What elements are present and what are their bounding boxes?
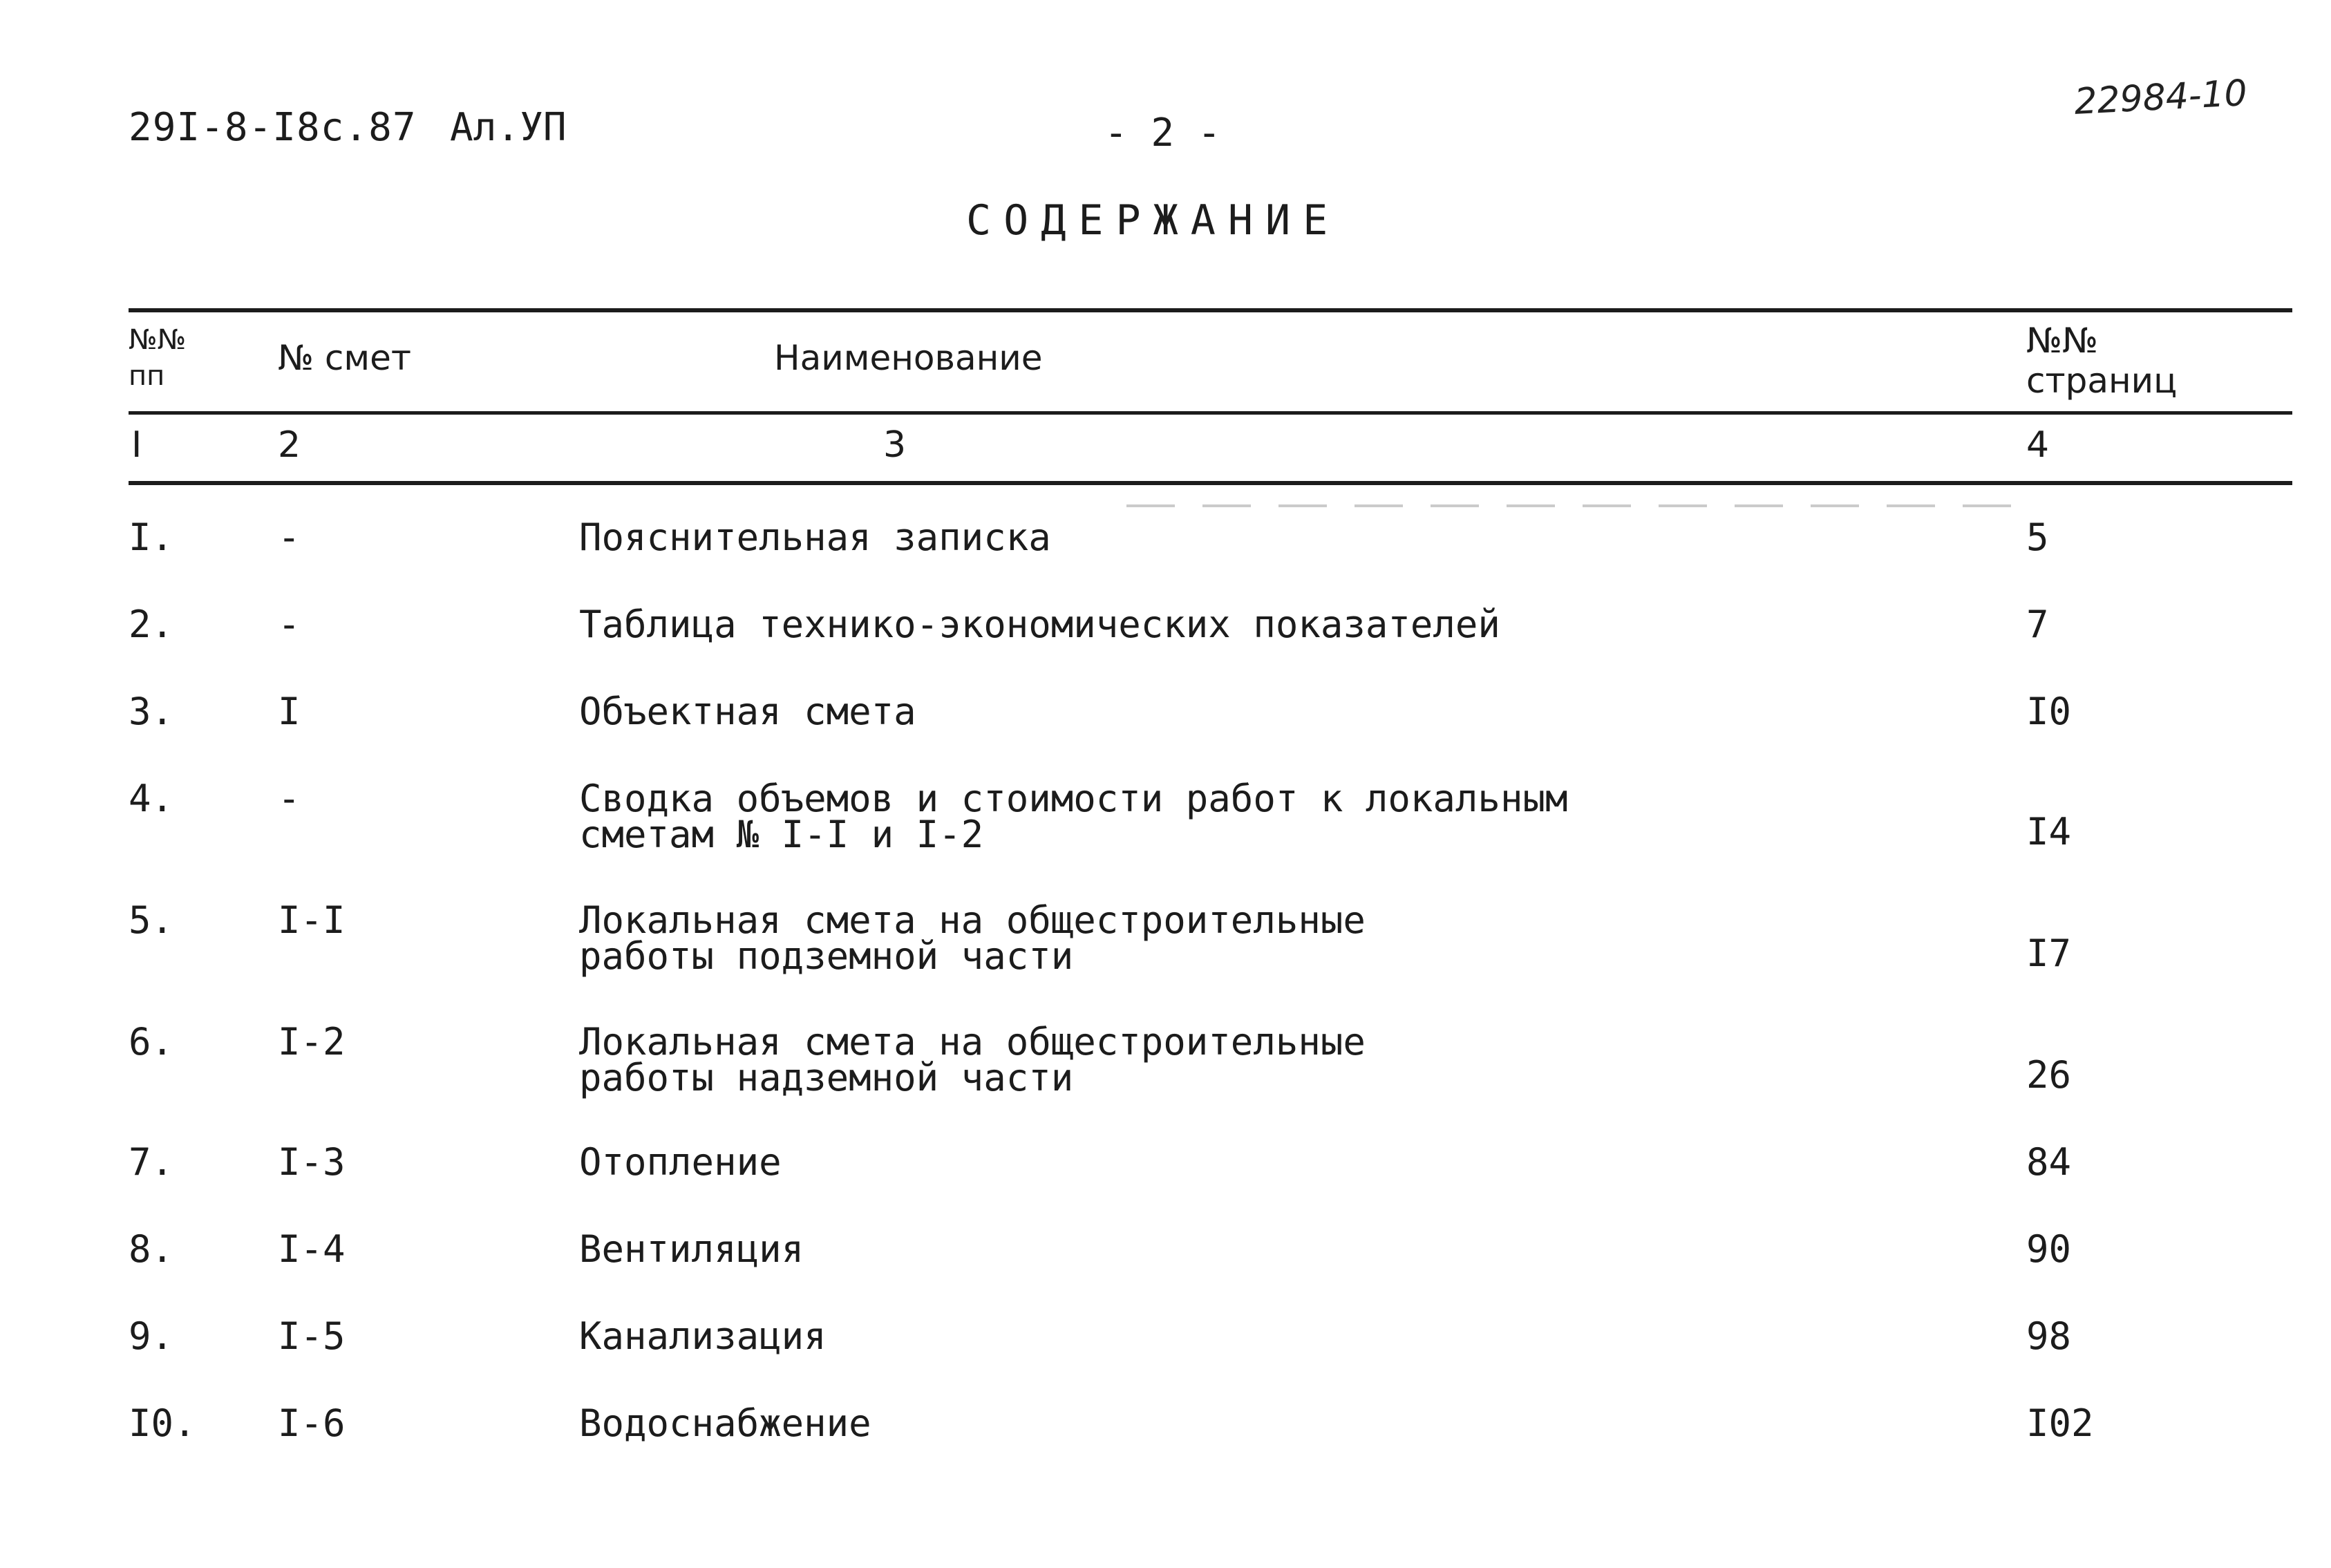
- row-estimate: -: [278, 516, 301, 559]
- column-number-1: I: [131, 424, 142, 466]
- row-number: I0.: [129, 1401, 196, 1445]
- column-number-3: 3: [883, 424, 907, 466]
- row-estimate: I-2: [278, 1020, 346, 1064]
- row-number: 3.: [129, 690, 174, 733]
- row-page: I7: [2026, 932, 2072, 975]
- header-pages: [2026, 321, 2177, 401]
- document-code: 29I-8-I8c.87: [129, 105, 417, 150]
- row-name: Пояснительная записка: [579, 516, 1051, 559]
- header-pages-line2: страниц: [2026, 361, 2178, 401]
- row-number: I.: [129, 516, 174, 559]
- row-estimate: I-4: [278, 1227, 346, 1271]
- row-number: 9.: [129, 1314, 174, 1358]
- row-name: Отопление: [579, 1140, 782, 1184]
- column-numbers-rule: [129, 481, 2292, 485]
- row-name: Водоснабжение: [579, 1401, 871, 1445]
- page-title: СОДЕРЖАНИЕ: [966, 196, 1341, 245]
- header-estimate: № смет: [278, 338, 411, 378]
- row-number: 2.: [129, 603, 174, 646]
- row-page: 26: [2026, 1053, 2072, 1097]
- row-name: Вентиляция: [579, 1227, 804, 1271]
- row-page: 7: [2026, 603, 2049, 646]
- row-name: Объектная смета: [579, 690, 916, 733]
- album-number: Ал.УП: [450, 105, 567, 150]
- row-name: Таблица технико-экономических показателей: [579, 603, 1500, 646]
- row-number: 6.: [129, 1020, 174, 1064]
- row-number: 4.: [129, 777, 174, 820]
- column-number-4: 4: [2026, 424, 2050, 466]
- header-name: Наименование: [774, 338, 1043, 378]
- scan-artifact: [1126, 504, 2025, 507]
- row-number: 5.: [129, 898, 174, 942]
- row-page: I4: [2026, 810, 2072, 853]
- row-name: Сводка объемов и стоимости работ к локальным сметам № I-I и I-2: [579, 777, 1568, 856]
- row-estimate: -: [278, 777, 301, 820]
- column-number-2: 2: [278, 424, 301, 466]
- row-estimate: -: [278, 603, 301, 646]
- row-page: I0: [2026, 690, 2072, 733]
- row-name: Локальная смета на общестроительные работы надземной части: [579, 1020, 1366, 1099]
- table-top-rule: [129, 308, 2292, 312]
- row-page: 5: [2026, 516, 2049, 559]
- handwritten-stamp: 22984-10: [2073, 72, 2249, 123]
- row-page: 98: [2026, 1314, 2072, 1358]
- row-page: 84: [2026, 1140, 2072, 1184]
- row-estimate: I-5: [278, 1314, 346, 1358]
- page-number: - 2 -: [1104, 111, 1221, 155]
- row-name: Локальная смета на общестроительные работы подземной части: [579, 898, 1366, 978]
- row-number: 8.: [129, 1227, 174, 1271]
- row-estimate: I-6: [278, 1401, 346, 1445]
- row-number: 7.: [129, 1140, 174, 1184]
- header-bottom-rule: [129, 411, 2292, 415]
- header-pages-line1: №№: [2026, 321, 2099, 361]
- header-number-line1: №№: [129, 324, 187, 356]
- row-name: Канализация: [579, 1314, 827, 1358]
- header-number: [129, 322, 186, 394]
- row-page: I02: [2026, 1401, 2094, 1445]
- row-page: 90: [2026, 1227, 2072, 1271]
- header-number-line2: пп: [129, 360, 165, 392]
- row-estimate: I-I: [278, 898, 346, 942]
- row-estimate: I-3: [278, 1140, 346, 1184]
- row-estimate: I: [278, 690, 301, 733]
